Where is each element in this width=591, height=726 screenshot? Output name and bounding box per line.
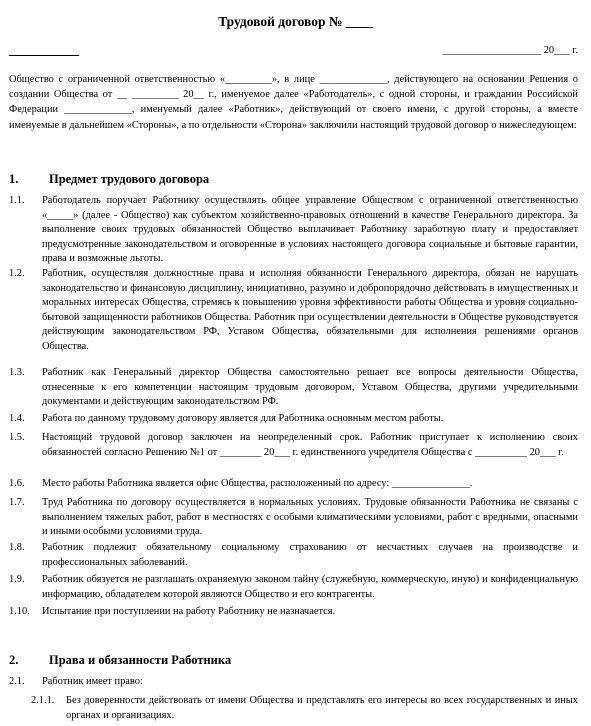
clause-number: 1.7.: [9, 497, 25, 508]
clause-number: 2.1.: [9, 676, 25, 687]
place-date-line: [9, 44, 578, 58]
clause-text: Работа по данному трудовому договору является для Работника основным местом работы.: [42, 413, 444, 424]
clause: [9, 477, 578, 492]
clause-number: 1.1.: [9, 195, 25, 206]
clause-text: Работник, осуществляя должностные права и исполняя обязанности Генерального директора, обязан не нарушать законодательство и финансовую дисциплину, инициативно, разумно и добропорядочно действовать в имущественных и моральных интересах Общества, стремясь к повышению уровня эффективности работы Общества и уровня социально-бытовой защищенности работников Общества. Работник при осуществлении деятельности в Обществе руководствуется действующим законодательством РФ, Уставом Общества, обязательными для исполнения решениями органов Общества.: [42, 268, 578, 352]
clause-number: 1.4.: [9, 413, 25, 424]
clause-number: 1.6.: [9, 478, 25, 489]
clause-number: 1.10.: [9, 606, 30, 617]
place-blank: [9, 44, 79, 56]
clause-number: 2.1.1.: [31, 695, 55, 706]
clause-text: Настоящий трудовой договор заключен на неопределенный срок. Работник приступает к исполнению своих обязанностей согласно Решению №1 от ________ 20___ г. единственного учредителя Общества с __________ 20___ г.: [42, 432, 578, 458]
clause: [9, 605, 578, 620]
clause-number: 1.5.: [9, 432, 25, 443]
section-number: 2.: [9, 653, 19, 667]
clause-number: 1.3.: [9, 367, 25, 378]
clause-text: Испытание при поступлении на работу Работнику не назначается.: [42, 606, 336, 617]
clause: [9, 194, 578, 267]
document-title: Трудовой договор № ____: [218, 14, 373, 29]
clause: [9, 496, 578, 540]
clause-text: Работник обязуется не разглашать охраняемую законом тайну (служебную, коммерческую, иную) и конфиденциальную информацию, обладателем которой являются Общество и его контрагенты.: [42, 574, 578, 600]
clause-text: Работник имеет право:: [42, 676, 143, 687]
clause-number: 1.9.: [9, 574, 25, 585]
clause: [9, 431, 578, 460]
clause-text: Работник подлежит обязательному социальному страхованию от несчастных случаев на производстве и профессиональных заболеваний.: [42, 542, 578, 568]
clause: [9, 541, 578, 570]
section-number: 1.: [9, 172, 19, 186]
section-title: Предмет трудового договора: [49, 172, 210, 186]
clause: [9, 267, 578, 355]
clause-number: 1.2.: [9, 268, 25, 279]
clause: [9, 366, 578, 410]
subclause: [9, 694, 578, 723]
clause-number: 1.8.: [9, 542, 25, 553]
clause: [9, 573, 578, 602]
contract-date: ___________________ 20___ г.: [442, 45, 578, 56]
clause-text: Работодатель поручает Работнику осуществлять общее управление Обществом с ограниченной ответственностью «_____» (далее - Общество) как субъектом хозяйственно-правовых отношений в качестве Генерального директора. За выполнение своих трудовых обязанностей Общество выплачивает Работнику заработную плату и предоставляет предусмотренные законодательством и оговоренные в условиях настоящего договора социальные и бытовые гарантии, права и возможные льготы.: [42, 195, 578, 265]
clause-text: Труд Работника по договору осуществляется в нормальных условиях. Трудовые обязанности Работника не связаны с выполнением тяжелых работ, работ в местностях с особыми климатическими условиями, работ с вредными, опасными и иными особыми условиями труда.: [42, 497, 578, 538]
section-title: Права и обязанности Работника: [49, 653, 232, 667]
preamble: Общество с ограниченной ответственностью «_________», в лице _____________, действующего на основании Решения о создании Общества от __ _________ 20__ г., именуемое далее «Работодатель», с одной стороны, и гражданин Российской Федерации _____________, именуемый далее «Работник», действующий от своего имени, с другой стороны, а вместе именуемые в дальнейшем «Стороны», а по отдельности «Сторона» заключили настоящий трудовой договор о нижеследующем:: [9, 74, 578, 131]
clause-text: Без доверенности действовать от имени Общества и представлять его интересы во всех государственных и иных органах и организациях.: [66, 695, 578, 721]
clause: [9, 412, 578, 427]
clause-text: Место работы Работника является офис Общества, расположенный по адресу: _______________.: [42, 478, 473, 489]
clause: [9, 675, 578, 690]
clause-text: Работник как Генеральный директор Общества самостоятельно решает все вопросы деятельности Общества, отнесенные к его компетенции настоящим трудовым договором, Уставом Общества, другими учредительными документами и действующим законодательством РФ.: [42, 367, 578, 408]
